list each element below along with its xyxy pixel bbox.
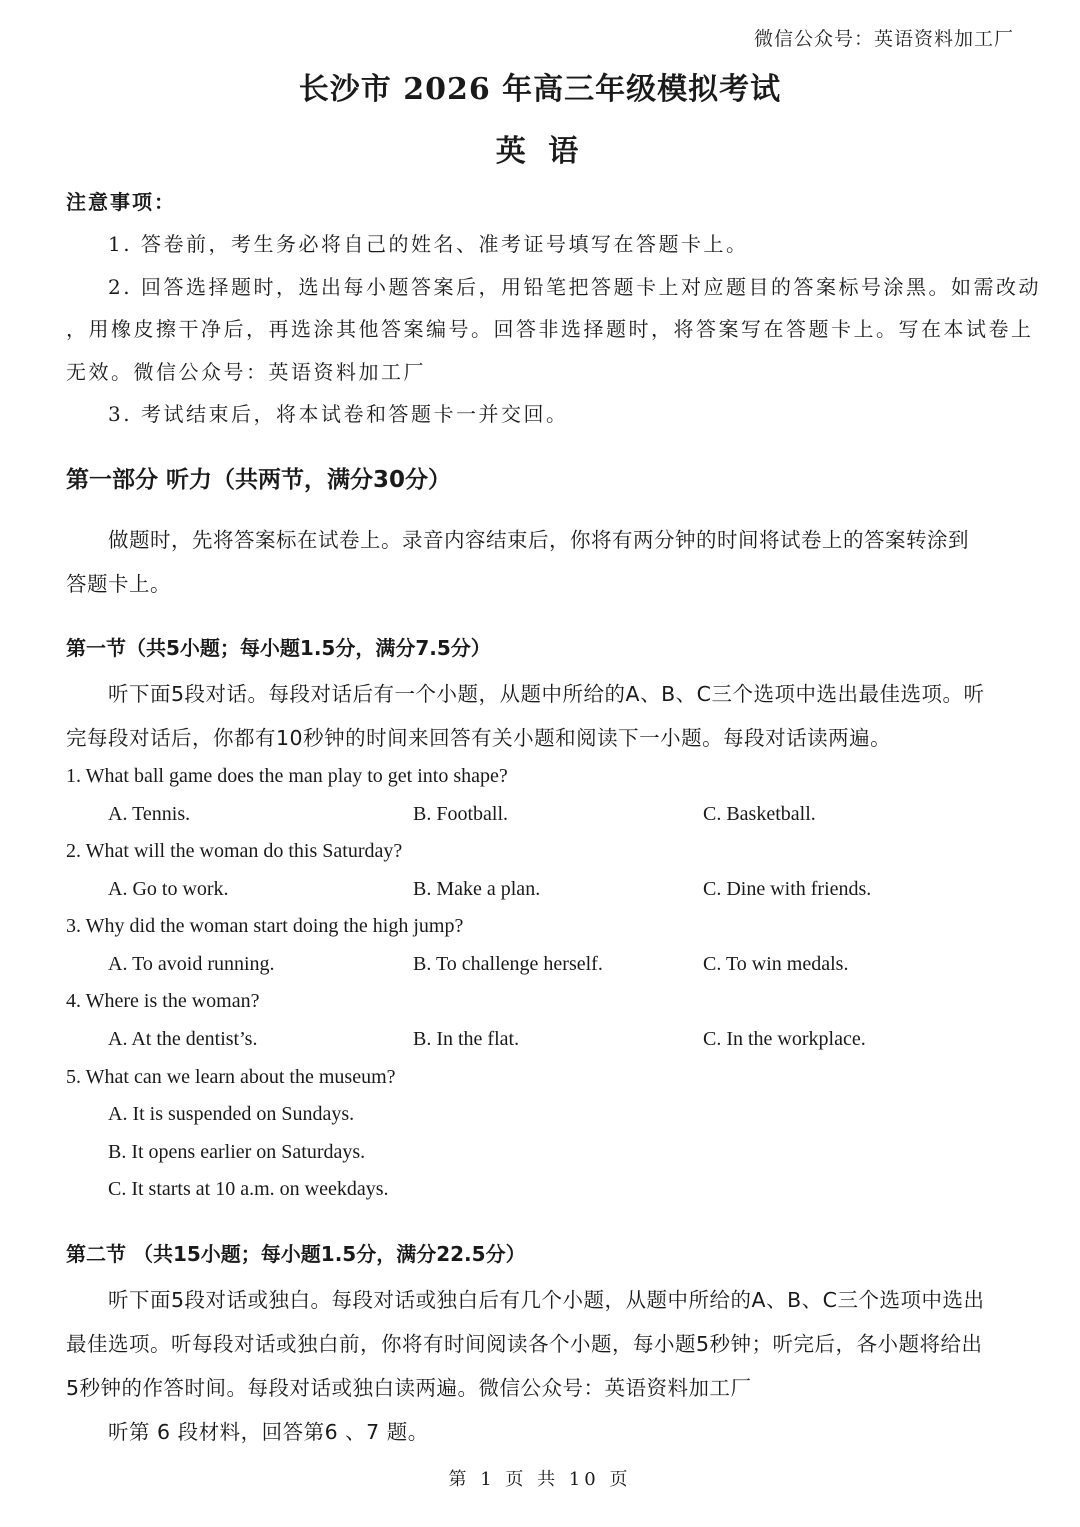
question-2: 2. What will the woman do this Saturday? [66, 840, 403, 862]
q2-option-a: A. Go to work. [108, 878, 229, 900]
section2-instruction-3: 5秒钟的作答时间。每段对话或独白读两遍。微信公众号：英语资料加工厂 [66, 1376, 752, 1400]
q3-option-c: C. To win medals. [703, 953, 849, 975]
q5-option-a: A. It is suspended on Sundays. [108, 1103, 355, 1125]
question-5: 5. What can we learn about the museum? [66, 1066, 396, 1088]
notice-line-3: ，用橡皮擦干净后，再选涂其他答案编号。回答非选择题时，将答案写在答题卡上。写在本试卷上 [66, 317, 1034, 341]
q4-option-b: B. In the flat. [413, 1028, 520, 1050]
notice-line-4: 无效。微信公众号：英语资料加工厂 [66, 360, 426, 384]
q4-option-c: C. In the workplace. [703, 1028, 866, 1050]
part1-instruction-1: 做题时，先将答案标在试卷上。录音内容结束后，你将有两分钟的时间将试卷上的答案转涂到 [108, 528, 969, 552]
exam-title: 长沙市 2026 年高三年级模拟考试 [298, 72, 782, 107]
notice-line-2: 2. 回答选择题时，选出每小题答案后，用铅笔把答题卡上对应题目的答案标号涂黑。如需改动 [108, 275, 1041, 299]
notice-line-1: 1. 答卷前，考生务必将自己的姓名、准考证号填写在答题卡上。 [108, 232, 749, 256]
notice-heading: 注意事项： [66, 190, 176, 214]
subject-title: 英 语 [495, 134, 585, 169]
question-3: 3. Why did the woman start doing the high jump? [66, 915, 464, 937]
page-footer: 第 1 页 共 10 页 [448, 1469, 632, 1490]
notice-line-5: 3. 考试结束后，将本试卷和答题卡一并交回。 [108, 402, 569, 426]
question-4: 4. Where is the woman? [66, 990, 260, 1012]
question-1: 1. What ball game does the man play to get into shape? [66, 765, 508, 787]
q1-option-a: A. Tennis. [108, 803, 191, 825]
q3-option-b: B. To challenge herself. [413, 953, 603, 975]
section2-instruction-2: 最佳选项。听每段对话或独白前，你将有时间阅读各个小题，每小题5秒钟；听完后，各小题将给出 [66, 1332, 983, 1356]
q5-option-b: B. It opens earlier on Saturdays. [108, 1141, 366, 1163]
section2-instruction-1: 听下面5段对话或独白。每段对话或独白后有几个小题，从题中所给的A、B、C三个选项中选出 [108, 1288, 985, 1312]
section2-material: 听第 6 段材料，回答第6 、7 题。 [108, 1420, 429, 1444]
q3-option-a: A. To avoid running. [108, 953, 275, 975]
q1-option-c: C. Basketball. [703, 803, 816, 825]
part1-title: 第一部分 听力（共两节，满分30分） [66, 467, 452, 493]
q1-option-b: B. Football. [413, 803, 509, 825]
section1-instruction-2: 完每段对话后，你都有10秒钟的时间来回答有关小题和阅读下一小题。每段对话读两遍。 [66, 726, 892, 750]
q4-option-a: A. At the dentist’s. [108, 1028, 258, 1050]
section1-instruction-1: 听下面5段对话。每段对话后有一个小题，从题中所给的A、B、C三个选项中选出最佳选项。听 [108, 682, 985, 706]
q2-option-c: C. Dine with friends. [703, 878, 872, 900]
q2-option-b: B. Make a plan. [413, 878, 541, 900]
section1-title: 第一节（共5小题；每小题1.5分，满分7.5分） [66, 636, 491, 660]
header-note: 微信公众号：英语资料加工厂 [753, 28, 1014, 50]
section2-title: 第二节 （共15小题；每小题1.5分，满分22.5分） [66, 1242, 526, 1266]
part1-instruction-2: 答题卡上。 [66, 572, 171, 596]
q5-option-c: C. It starts at 10 a.m. on weekdays. [108, 1178, 389, 1200]
